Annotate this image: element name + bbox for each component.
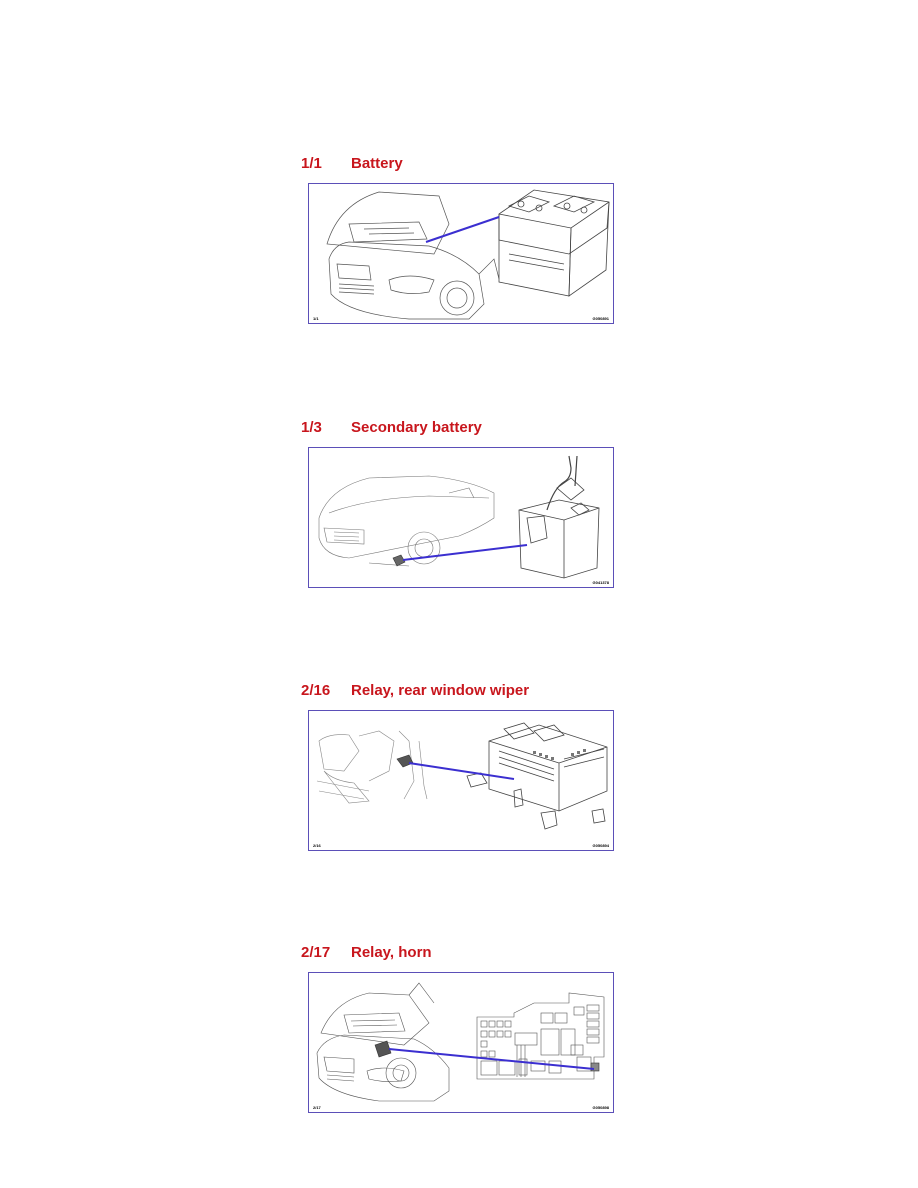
section-number: 1/1: [301, 155, 322, 172]
pointer-line: [389, 1049, 594, 1069]
pointer-line: [426, 217, 499, 242]
section-heading: [301, 944, 432, 961]
section-title: Relay, rear window wiper: [351, 682, 530, 699]
section-number: 2/16: [301, 682, 331, 699]
section-number: 2/17: [301, 944, 331, 961]
section-heading: [301, 155, 403, 172]
pointer-line: [403, 545, 527, 560]
section-number: 1/3: [301, 419, 322, 436]
relay-horn-figure: [308, 972, 614, 1113]
figure-code: G050891: [592, 316, 609, 321]
section-heading: [301, 682, 529, 699]
figure-code: G050898: [592, 1105, 609, 1110]
section-heading: [301, 419, 482, 436]
figure-code: G050894: [592, 843, 609, 848]
relay-box-illustration: [309, 711, 614, 851]
secondary-battery-illustration: [309, 448, 614, 588]
relay-rear-wiper-figure: [308, 710, 614, 851]
section-title: Battery: [351, 155, 403, 172]
section-title: Secondary battery: [351, 419, 482, 436]
figure-ref: 1/1: [313, 316, 319, 321]
figure-code: G041378: [592, 580, 609, 585]
battery-illustration: [309, 184, 614, 324]
secondary-battery-figure: [308, 447, 614, 588]
fuse-box-diagram-illustration: [309, 973, 614, 1113]
battery-figure: [308, 183, 614, 324]
figure-ref: 2/16: [313, 843, 321, 848]
section-title: Relay, horn: [351, 944, 432, 961]
pointer-line: [409, 763, 514, 779]
figure-ref: 2/17: [313, 1105, 321, 1110]
